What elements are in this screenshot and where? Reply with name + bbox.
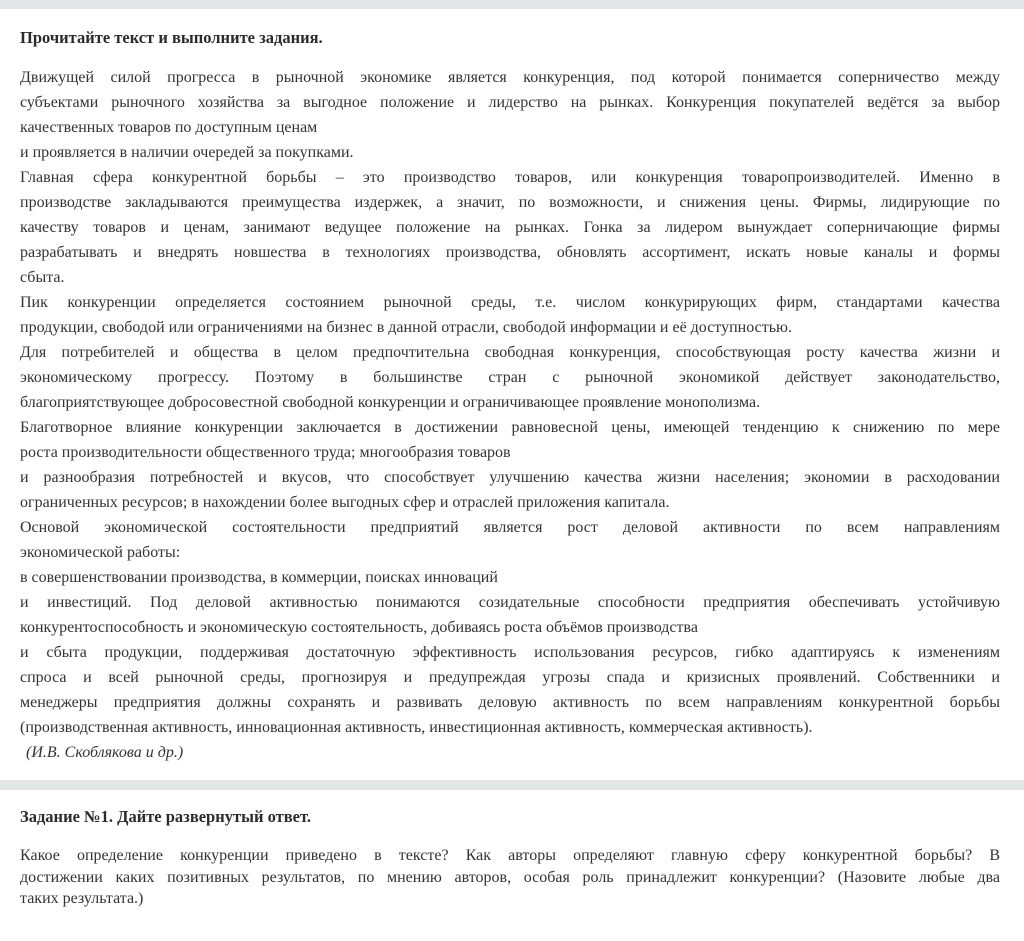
text-line: Благотворное влияние конкуренции заключается в достижении равновесной цены, имеющей тенденцию к снижению по мере — [20, 419, 1000, 436]
task1-question — [20, 845, 1000, 910]
text-line: Основой экономической состоятельности предприятий является рост деловой активности по всем направлениям — [20, 519, 1000, 536]
top-divider — [0, 0, 1024, 9]
text-line: в совершенствовании производства, в коммерции, поисках инноваций — [20, 569, 498, 586]
text-line: спроса и всей рыночной среды, прогнозируя и предупреждая угрозы спада и кризисных проявлений. Собственники и — [20, 669, 1000, 686]
reading-title: Прочитайте текст и выполните задания. — [20, 28, 323, 47]
text-line: качеству товаров и ценам, занимают ведущее положение на рынках. Гонка за лидером вынуждает соперничающие фирмы — [20, 219, 1000, 236]
text-line: Для потребителей и общества в целом предпочтительна свободная конкуренция, способствующая росту качества жизни и — [20, 344, 1000, 361]
text-line: и проявляется в наличии очередей за покупками. — [20, 144, 354, 161]
text-line: субъектами рыночного хозяйства за выгодное положение и лидерство на рынках. Конкуренция покупателей ведётся за выбор — [20, 94, 1000, 111]
task1-title: Задание №1. Дайте развернутый ответ. — [20, 807, 311, 826]
text-line: ограниченных ресурсов; в нахождении более выгодных сфер и отраслей приложения капитала. — [20, 494, 670, 511]
text-line: экономическому прогрессу. Поэтому в большинстве стран с рыночной экономикой действует законодательство, — [20, 369, 1000, 386]
text-line: Движущей силой прогресса в рыночной экономике является конкуренция, под которой понимается соперничество между — [20, 69, 1000, 86]
text-line: качественных товаров по доступным ценам — [20, 119, 318, 136]
text-line: Пик конкуренции определяется состоянием рыночной среды, т.е. числом конкурирующих фирм, стандартами качества — [20, 294, 1000, 311]
text-line: менеджеры предприятия должны сохранять и развивать деловую активность по всем направлениям конкурентной борьбы — [20, 694, 1000, 711]
text-line: и разнообразия потребностей и вкусов, что способствует улучшению качества жизни населения; экономии в расходовании — [20, 469, 1000, 486]
text-line: Главная сфера конкурентной борьбы – это производство товаров, или конкуренция товаропроизводителей. Именно в — [20, 169, 1000, 186]
reading-text — [20, 65, 1000, 740]
text-line: и сбыта продукции, поддерживая достаточную эффективность использования ресурсов, гибко адаптируясь к изменениям — [20, 644, 1000, 661]
text-line: (производственная активность, инновационная активность, инвестиционная активность, коммерческая активность). — [20, 719, 813, 736]
text-line: разрабатывать и внедрять новшества в технологиях производства, обновлять ассортимент, искать новые каналы и формы — [20, 244, 1000, 261]
text-line: производстве закладываются преимущества издержек, а значит, по возможности, и снижения цены. Фирмы, лидирующие по — [20, 194, 1000, 211]
text-line: продукции, свободой или ограничениями на бизнес в данной отрасли, свободой информации и её доступностью. — [20, 319, 792, 336]
text-line: таких результата.) — [20, 890, 144, 907]
text-line: достижении каких позитивных результатов, по мнению авторов, особая роль принадлежит конкуренции? (Назовите любые два — [20, 868, 1000, 886]
section-divider — [0, 780, 1024, 790]
text-line: конкурентоспособность и экономическую состоятельность, добиваясь роста объёмов производства — [20, 619, 698, 636]
text-line: Какое определение конкуренции приведено в тексте? Как авторы определяют главную сферу конкурентной борьбы? В — [20, 847, 1000, 864]
text-line: благоприятствующее добросовестной свободной конкуренции и ограничивающее проявление монополизма. — [20, 394, 761, 411]
text-line: и инвестиций. Под деловой активностью понимаются созидательные способности предприятия обеспечивать устойчивую — [20, 594, 1000, 611]
text-line: роста производительности общественного труда; многообразия товаров — [20, 444, 511, 461]
citation: (И.В. Скоблякова и др.) — [26, 744, 184, 761]
text-line: экономической работы: — [20, 544, 181, 561]
text-line: сбыта. — [20, 269, 65, 286]
